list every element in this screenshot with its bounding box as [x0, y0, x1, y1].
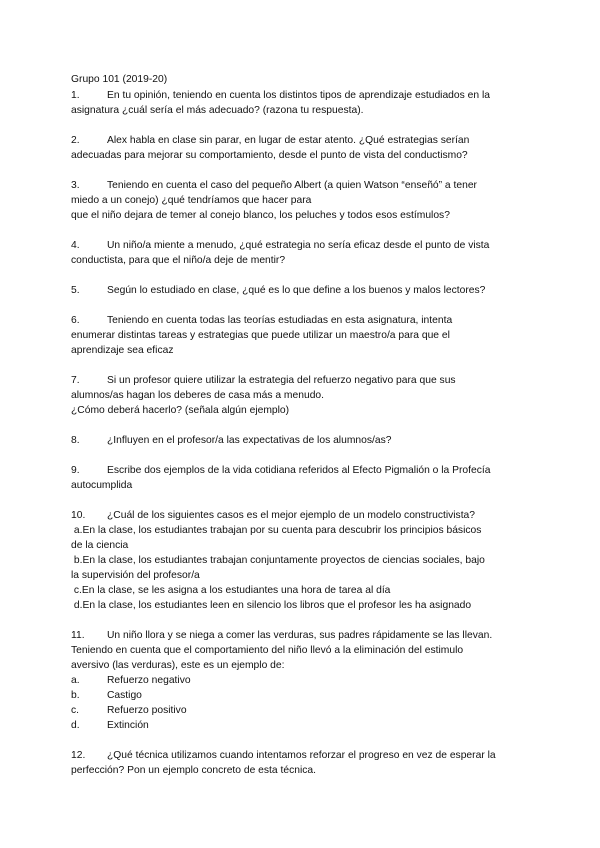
- question-7: [71, 373, 531, 418]
- question-text-line: aversivo (las verduras), este es un ejemplo de:: [71, 660, 285, 671]
- answer-option-b: [71, 688, 531, 703]
- question-text-line: En tu opinión, teniendo en cuenta los distintos tipos de aprendizaje estudiados en la: [107, 90, 490, 101]
- question-12: [71, 748, 531, 778]
- question-number: 7.: [71, 375, 80, 386]
- question-text-line: conductista, para que el niño/a deje de mentir?: [71, 255, 286, 266]
- question-number: 6.: [71, 315, 80, 326]
- question-3: [71, 178, 531, 223]
- question-text-line: que el niño dejara de temer al conejo blanco, los peluches y todos esos estímulos?: [71, 210, 450, 221]
- question-8: [71, 433, 531, 448]
- question-text-line: Según lo estudiado en clase, ¿qué es lo que define a los buenos y malos lectores?: [107, 285, 486, 296]
- answer-option-a: a.En la clase, los estudiantes trabajan por su cuenta para descubrir los principios básicos: [71, 525, 482, 536]
- option-text: Refuerzo negativo: [107, 675, 191, 686]
- question-text-line: ¿Cuál de los siguientes casos es el mejor ejemplo de un modelo constructivista?: [107, 510, 476, 521]
- option-letter: c.: [71, 705, 80, 716]
- question-text-line: enumerar distintas tareas y estrategias que puede utilizar un maestro/a para que el: [71, 330, 450, 341]
- question-text-line: asignatura ¿cuál sería el más adecuado? (razona tu respuesta).: [71, 105, 364, 116]
- answer-option-b-continued: la supervisión del profesor/a: [71, 570, 200, 581]
- option-text: Extinción: [107, 720, 149, 731]
- answer-option-b: b.En la clase, los estudiantes trabajan conjuntamente proyectos de ciencias sociales, bajo: [71, 555, 485, 566]
- question-text-line: Alex habla en clase sin parar, en lugar de estar atento. ¿Qué estrategias serían: [107, 135, 470, 146]
- answer-option-d: d.En la clase, los estudiantes leen en silencio los libros que el profesor les ha asignado: [71, 600, 472, 611]
- question-number: 12.: [71, 750, 86, 761]
- option-text: Refuerzo positivo: [107, 705, 187, 716]
- question-number: 11.: [71, 630, 85, 641]
- answer-option-a-continued: de la ciencia: [71, 540, 129, 551]
- question-number: 1.: [71, 90, 80, 101]
- question-text-line: Teniendo en cuenta el caso del pequeño Albert (a quien Watson “enseñó” a tener: [107, 180, 477, 191]
- question-text-line: autocumplida: [71, 480, 133, 491]
- question-11: [71, 628, 531, 733]
- question-1: [71, 88, 531, 118]
- answer-option-c: [71, 703, 531, 718]
- question-10: [71, 508, 531, 613]
- question-4: [71, 238, 531, 268]
- document-header: Grupo 101 (2019-20): [71, 74, 168, 85]
- question-text-line: miedo a un conejo) ¿qué tendríamos que hacer para: [71, 195, 312, 206]
- question-text-line: ¿Cómo deberá hacerlo? (señala algún ejemplo): [71, 405, 290, 416]
- question-number: 4.: [71, 240, 80, 251]
- question-text-line: Teniendo en cuenta todas las teorías estudiadas en esta asignatura, intenta: [107, 315, 453, 326]
- question-number: 5.: [71, 285, 80, 296]
- question-text-line: ¿Qué técnica utilizamos cuando intentamos reforzar el progreso en vez de esperar la: [107, 750, 496, 761]
- question-text-line: Escribe dos ejemplos de la vida cotidiana referidos al Efecto Pigmalión o la Profecía: [107, 465, 491, 476]
- question-number: 2.: [71, 135, 80, 146]
- document-content: [71, 72, 531, 793]
- option-letter: d.: [71, 720, 80, 731]
- answer-option-c: c.En la clase, se les asigna a los estudiantes una hora de tarea al día: [71, 585, 391, 596]
- question-text-line: Si un profesor quiere utilizar la estrategia del refuerzo negativo para que sus: [107, 375, 456, 386]
- answer-option-a: [71, 673, 531, 688]
- question-6: [71, 313, 531, 358]
- question-number: 8.: [71, 435, 80, 446]
- question-5: [71, 283, 531, 298]
- question-text-line: Un niño/a miente a menudo, ¿qué estrategia no sería eficaz desde el punto de vista: [107, 240, 490, 251]
- question-text-line: ¿Influyen en el profesor/a las expectativas de los alumnos/as?: [107, 435, 392, 446]
- question-text-line: perfección? Pon un ejemplo concreto de esta técnica.: [71, 765, 316, 776]
- question-number: 10.: [71, 510, 86, 521]
- question-text-line: Teniendo en cuenta que el comportamiento del niño llevó a la eliminación del estimulo: [71, 645, 464, 656]
- question-9: [71, 463, 531, 493]
- answer-option-d: [71, 718, 531, 733]
- question-text-line: aprendizaje sea eficaz: [71, 345, 174, 356]
- question-number: 9.: [71, 465, 80, 476]
- option-letter: a.: [71, 675, 80, 686]
- option-letter: b.: [71, 690, 80, 701]
- question-2: [71, 133, 531, 163]
- question-number: 3.: [71, 180, 80, 191]
- option-text: Castigo: [107, 690, 142, 701]
- question-text-line: adecuadas para mejorar su comportamiento, desde el punto de vista del conductismo?: [71, 150, 468, 161]
- question-text-line: alumnos/as hagan los deberes de casa más a menudo.: [71, 390, 325, 401]
- question-text-line: Un niño llora y se niega a comer las verduras, sus padres rápidamente se las llevan.: [107, 630, 493, 641]
